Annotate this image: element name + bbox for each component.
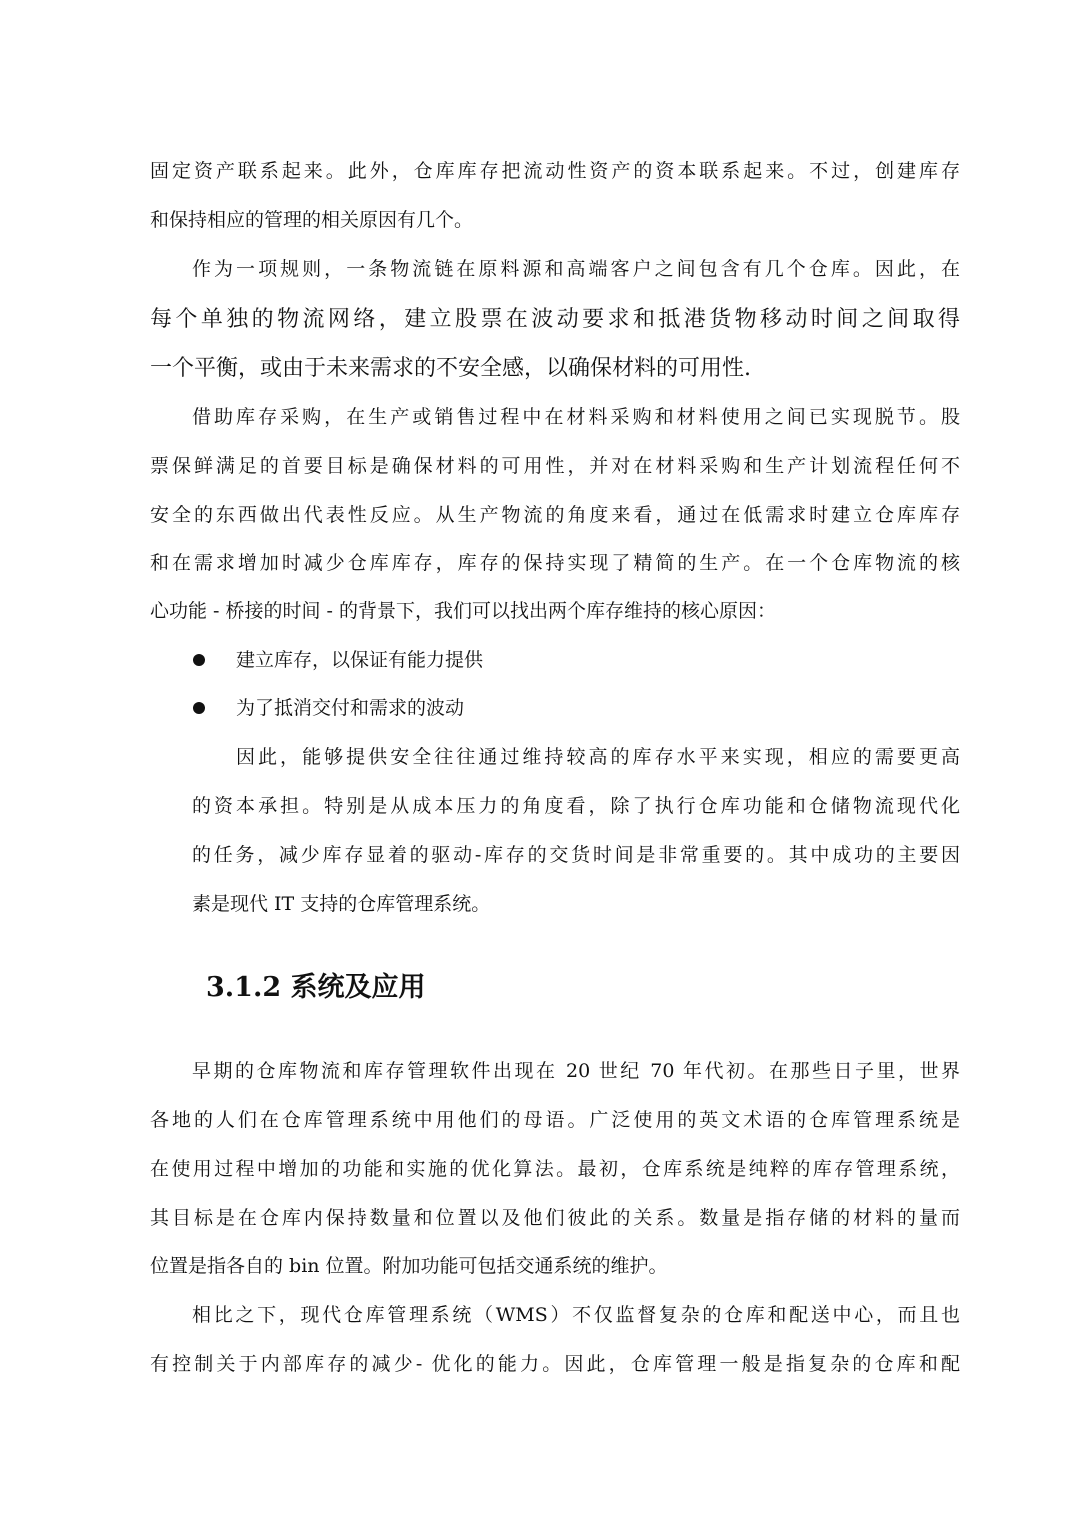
paragraph-line: 票保鲜满足的首要目标是确保材料的可用性，并对在材料采购和生产计划流程任何不 — [150, 455, 960, 477]
paragraph-line: 安全的东西做出代表性反应。从生产物流的角度来看，通过在低需求时建立仓库库存 — [150, 504, 960, 526]
paragraph-line: 素是现代 IT 支持的仓库管理系统。 — [192, 893, 491, 915]
paragraph-line: 各地的人们在仓库管理系统中用他们的母语。广泛使用的英文术语的仓库管理系统是 — [150, 1109, 960, 1131]
section-heading: 3.1.2 系统及应用 — [206, 972, 426, 1003]
paragraph-line: 的任务，减少库存显着的驱动-库存的交货时间是非常重要的。其中成功的主要因 — [192, 844, 960, 866]
paragraph-line: 在使用过程中增加的功能和实施的优化算法。最初，仓库系统是纯粹的库存管理系统， — [150, 1158, 960, 1180]
paragraph-line: 每个单独的物流网络，建立股票在波动要求和抵港货物移动时间之间取得 — [150, 307, 960, 332]
bullet-item: 建立库存，以保证有能力提供 — [236, 649, 484, 671]
paragraph-line: 固定资产联系起来。此外，仓库库存把流动性资产的资本联系起来。不过，创建库存 — [150, 160, 960, 182]
paragraph-line: 一个平衡，或由于未来需求的不安全感，以确保材料的可用性. — [150, 356, 751, 381]
paragraph-line: 相比之下，现代仓库管理系统（WMS）不仅监督复杂的仓库和配送中心，而且也 — [192, 1304, 960, 1326]
paragraph-line: 位置是指各自的 bin 位置。附加功能可包括交通系统的维护。 — [150, 1255, 668, 1277]
paragraph-line: 有控制关于内部库存的减少- 优化的能力。因此，仓库管理一般是指复杂的仓库和配 — [150, 1353, 960, 1375]
bullet-dot — [193, 654, 205, 666]
paragraph-line: 因此，能够提供安全往往通过维持较高的库存水平来实现，相应的需要更高 — [236, 746, 960, 768]
paragraph-line: 借助库存采购，在生产或销售过程中在材料采购和材料使用之间已实现脱节。股 — [192, 406, 960, 428]
paragraph-line: 其目标是在仓库内保持数量和位置以及他们彼此的关系。数量是指存储的材料的量而 — [150, 1207, 960, 1229]
paragraph-line: 心功能 - 桥接的时间 - 的背景下，我们可以找出两个库存维持的核心原因： — [150, 600, 776, 622]
paragraph-line: 和在需求增加时减少仓库库存，库存的保持实现了精简的生产。在一个仓库物流的核 — [150, 552, 960, 574]
paragraph-line: 早期的仓库物流和库存管理软件出现在 20 世纪 70 年代初。在那些日子里，世界 — [192, 1060, 960, 1082]
paragraph-line: 作为一项规则，一条物流链在原料源和高端客户之间包含有几个仓库。因此，在 — [192, 258, 960, 280]
bullet-dot — [193, 702, 205, 714]
paragraph-line: 和保持相应的管理的相关原因有几个。 — [150, 209, 474, 231]
paragraph-line: 的资本承担。特别是从成本压力的角度看，除了执行仓库功能和仓储物流现代化 — [192, 795, 960, 817]
bullet-item: 为了抵消交付和需求的波动 — [236, 697, 465, 719]
